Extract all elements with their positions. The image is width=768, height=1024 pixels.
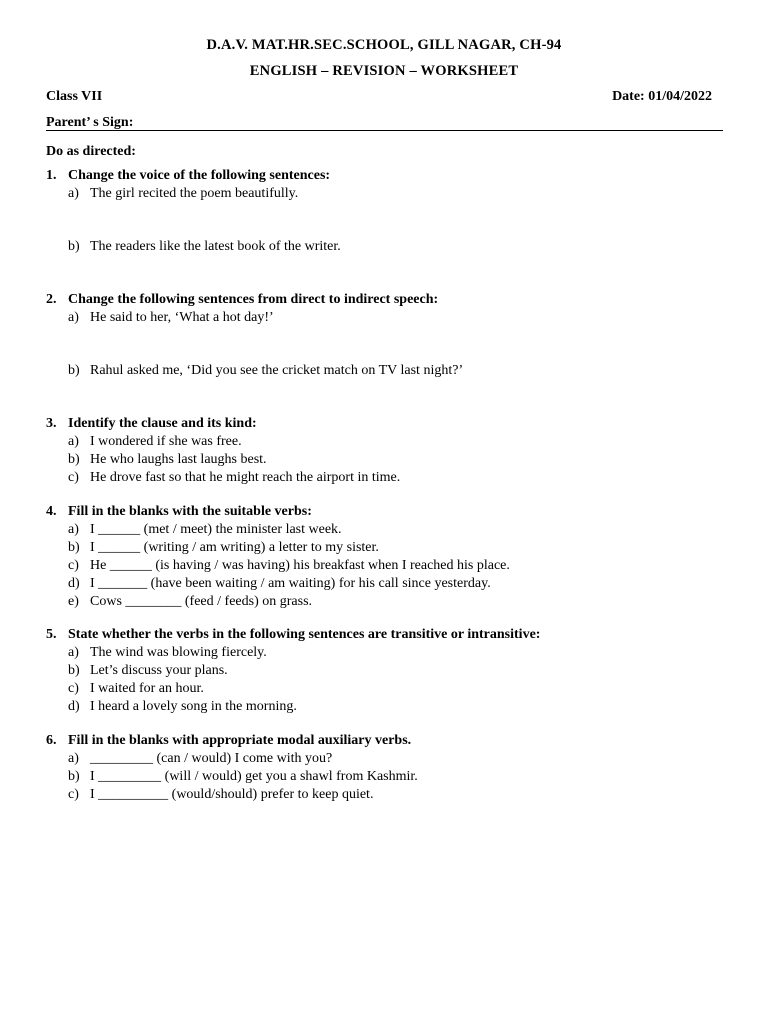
question-1-b: [46, 238, 736, 256]
list-item: c) He ______ (is having / was having) his breakfast when I reached his place.: [68, 558, 510, 573]
date-label: Date: 01/04/2022: [612, 89, 712, 104]
parent-sign-label: Parent’ s Sign:: [46, 115, 134, 130]
question-text: Change the voice of the following sentences:: [68, 168, 331, 183]
question-2-b: [46, 362, 736, 380]
question-number: 1.: [46, 168, 57, 183]
list-item: b) I ______ (writing / am writing) a letter to my sister.: [68, 540, 379, 555]
class-date-row: [46, 89, 722, 105]
class-label: Class VII: [46, 89, 103, 104]
question-heading: [46, 167, 736, 185]
list-item: a) The wind was blowing fiercely.: [68, 645, 267, 660]
question-1: [46, 167, 736, 203]
question-heading: 5. State whether the verbs in the following sentences are transitive or intransitive:: [46, 627, 541, 642]
list-item: d) I _______ (have been waiting / am waiting) for his call since yesterday.: [68, 576, 491, 591]
list-item: a) He said to her, ‘What a hot day!’: [68, 310, 274, 325]
list-item: e) Cows ________ (feed / feeds) on grass.: [68, 594, 313, 609]
list-item: c) He drove fast so that he might reach the airport in time.: [68, 470, 401, 485]
list-item: b) I _________ (will / would) get you a shawl from Kashmir.: [68, 769, 418, 784]
question-heading: 2. Change the following sentences from direct to indirect speech:: [46, 292, 439, 307]
list-item: c) I __________ (would/should) prefer to keep quiet.: [68, 787, 374, 802]
list-item: a) I wondered if she was free.: [68, 434, 242, 449]
list-item: a) I ______ (met / meet) the minister last week.: [68, 522, 342, 537]
list-item: a) _________ (can / would) I come with you?: [68, 751, 333, 766]
question-heading: 3. Identify the clause and its kind:: [46, 416, 257, 431]
list-item: b) Rahul asked me, ‘Did you see the cricket match on TV last night?’: [68, 363, 464, 378]
list-item: b) Let’s discuss your plans.: [68, 663, 228, 678]
school-name: D.A.V. MAT.HR.SEC.SCHOOL, GILL NAGAR, CH-94: [206, 37, 562, 53]
question-heading: 4. Fill in the blanks with the suitable verbs:: [46, 504, 312, 519]
list-item: b) He who laughs last laughs best.: [68, 452, 267, 467]
list-item: d) I heard a lovely song in the morning.: [68, 699, 297, 714]
header-divider: [46, 130, 723, 131]
question-2: [46, 291, 736, 327]
question-5: [46, 626, 736, 716]
list-item: b) The readers like the latest book of the writer.: [68, 239, 341, 254]
instruction-text: Do as directed:: [46, 144, 136, 159]
question-6: [46, 732, 736, 804]
list-item: a) The girl recited the poem beautifully.: [68, 186, 299, 201]
question-4: [46, 503, 736, 611]
question-heading: 6. Fill in the blanks with appropriate modal auxiliary verbs.: [46, 733, 412, 748]
list-item: c) I waited for an hour.: [68, 681, 204, 696]
question-3: [46, 415, 736, 487]
worksheet-title: ENGLISH – REVISION – WORKSHEET: [249, 63, 519, 79]
